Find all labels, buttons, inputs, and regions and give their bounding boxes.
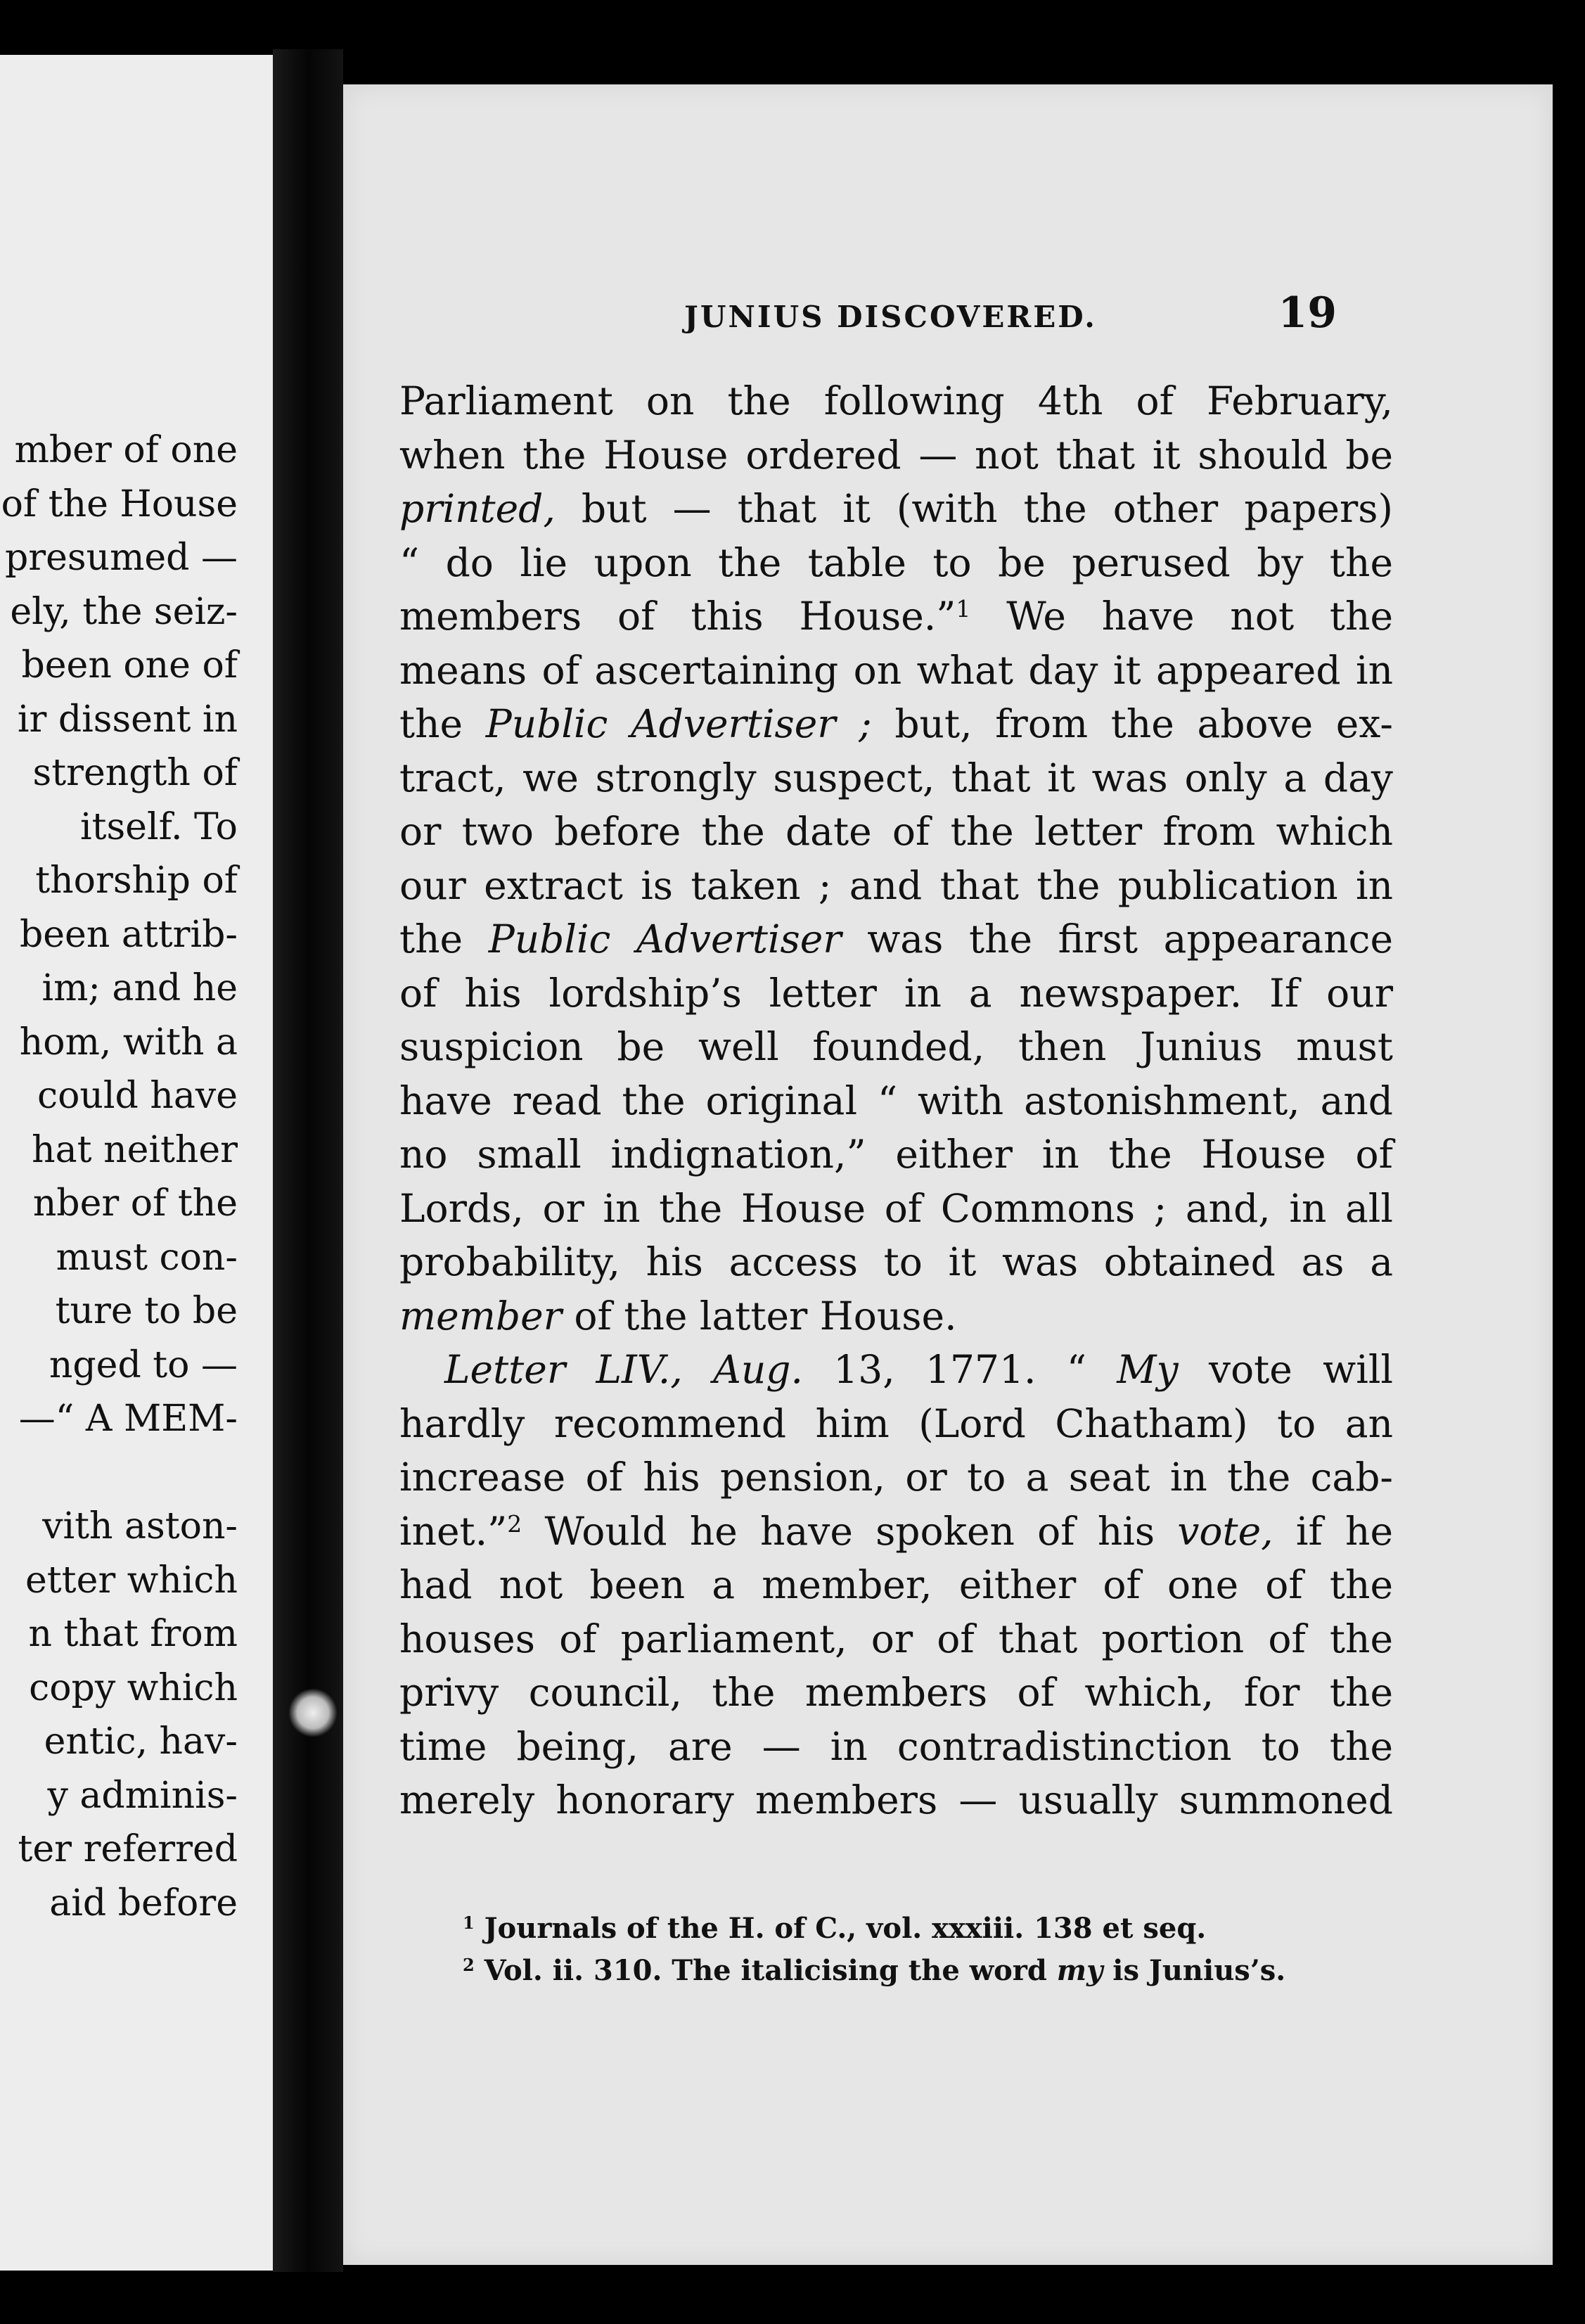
text-line: or two before the date of the letter from which [399,809,1393,854]
text-line: no small indignation,” either in the House of [399,1132,1393,1177]
left-page-line: etter which [25,1559,238,1602]
text-line: members of this House.”$^1$ We have not the [399,594,1393,639]
footnote-1: $^1$ Journals of the H. of C., vol. xxxiii. 138 et seq. [463,1912,1207,1945]
text-line: means of ascertaining on what day it appeared in [399,647,1393,693]
left-page-line: been one of [21,644,238,687]
left-page-line: of the House [1,483,238,525]
footnote-ref: 1 [956,594,971,622]
book-gutter [273,49,343,2272]
left-page-line: hat neither [32,1128,238,1171]
text-line: houses of parliament, or of that portion of the [399,1616,1393,1661]
page-number: 19 [1278,288,1337,338]
left-page-line: strength of [32,752,238,794]
left-page-line: ir dissent in [17,698,238,741]
running-head: JUNIUS DISCOVERED. [684,300,1097,334]
body-text [399,374,1393,1827]
left-page-line: ely, the seiz- [10,590,238,633]
left-page-text [0,423,238,1930]
left-page-line: entic, hav- [44,1720,238,1763]
footnotes [463,1908,1447,1992]
text-line: tract, we strongly suspect, that it was only a day [399,755,1393,800]
left-page-line: im; and he [41,967,238,1009]
left-page-line: nber of the [32,1182,238,1225]
left-page-line: copy which [29,1666,238,1709]
left-page-line: ture to be [55,1290,238,1332]
text-line: have read the original “ with astonishment, and [399,1078,1393,1123]
left-page-line: thorship of [35,860,238,902]
text-line: of his lordship’s letter in a newspaper. If our [399,970,1393,1016]
text-line: merely honorary members — usually summoned [399,1777,1393,1822]
text-line: Letter LIV., Aug. 13, 1771. “ My vote will [444,1347,1394,1392]
text-line: Lords, or in the House of Commons ; and, in all [399,1185,1393,1231]
left-page-line: itself. To [79,805,238,848]
left-page [0,55,273,2271]
text-line: increase of his pension, or to a seat in the cab- [399,1455,1393,1500]
footnote-ref: 2 [507,1509,522,1538]
text-line: time being, are — in contradistinction to the [399,1723,1393,1769]
text-line: inet.”$^2$ Would he have spoken of his vote, if he [399,1508,1394,1554]
left-page-line: nged to — [49,1343,238,1386]
left-page-line [0,1446,238,1500]
left-page-line: n that from [28,1613,238,1655]
text-line: when the House ordered — not that it should be [399,432,1393,478]
page-header [343,288,1337,345]
left-page-line: been attrib- [20,913,238,956]
left-page-line: —“ A MEM- [18,1398,238,1440]
left-page-line: aid before [49,1882,238,1924]
text-line: hardly recommend him (Lord Chatham) to an [399,1400,1393,1446]
text-line: our extract is taken ; and that the publication in [399,862,1393,908]
text-line: printed, but — that it (with the other papers) [399,486,1393,531]
text-line: probability, his access to it was obtained as a [399,1239,1393,1284]
left-page-line: vith aston- [42,1505,238,1547]
left-page-line: hom, with a [19,1021,238,1064]
text-line: the Public Advertiser ; but, from the above ex- [399,701,1393,746]
left-page-line: y adminis- [47,1774,238,1817]
left-page-line: mber of one [14,429,238,471]
text-line: member of the latter House. [399,1293,957,1339]
text-line: privy council, the members of which, for the [399,1670,1393,1715]
paper-damage-spot [288,1688,338,1737]
footnote-2: $^2$ Vol. ii. 310. The italicising the word my is Junius’s. [463,1954,1286,1987]
left-page-line: ter referred [18,1828,238,1870]
right-page [343,84,1553,2265]
text-line: had not been a member, either of one of the [399,1562,1393,1607]
left-page-line: presumed — [5,537,238,579]
left-page-line: could have [37,1075,238,1117]
text-line: Parliament on the following 4th of February, [399,378,1393,423]
left-page-line: must con- [56,1236,238,1279]
text-line: suspicion be well founded, then Junius must [399,1024,1393,1069]
text-line: “ do lie upon the table to be perused by the [399,540,1393,585]
text-line: the Public Advertiser was the first appearance [399,917,1393,962]
